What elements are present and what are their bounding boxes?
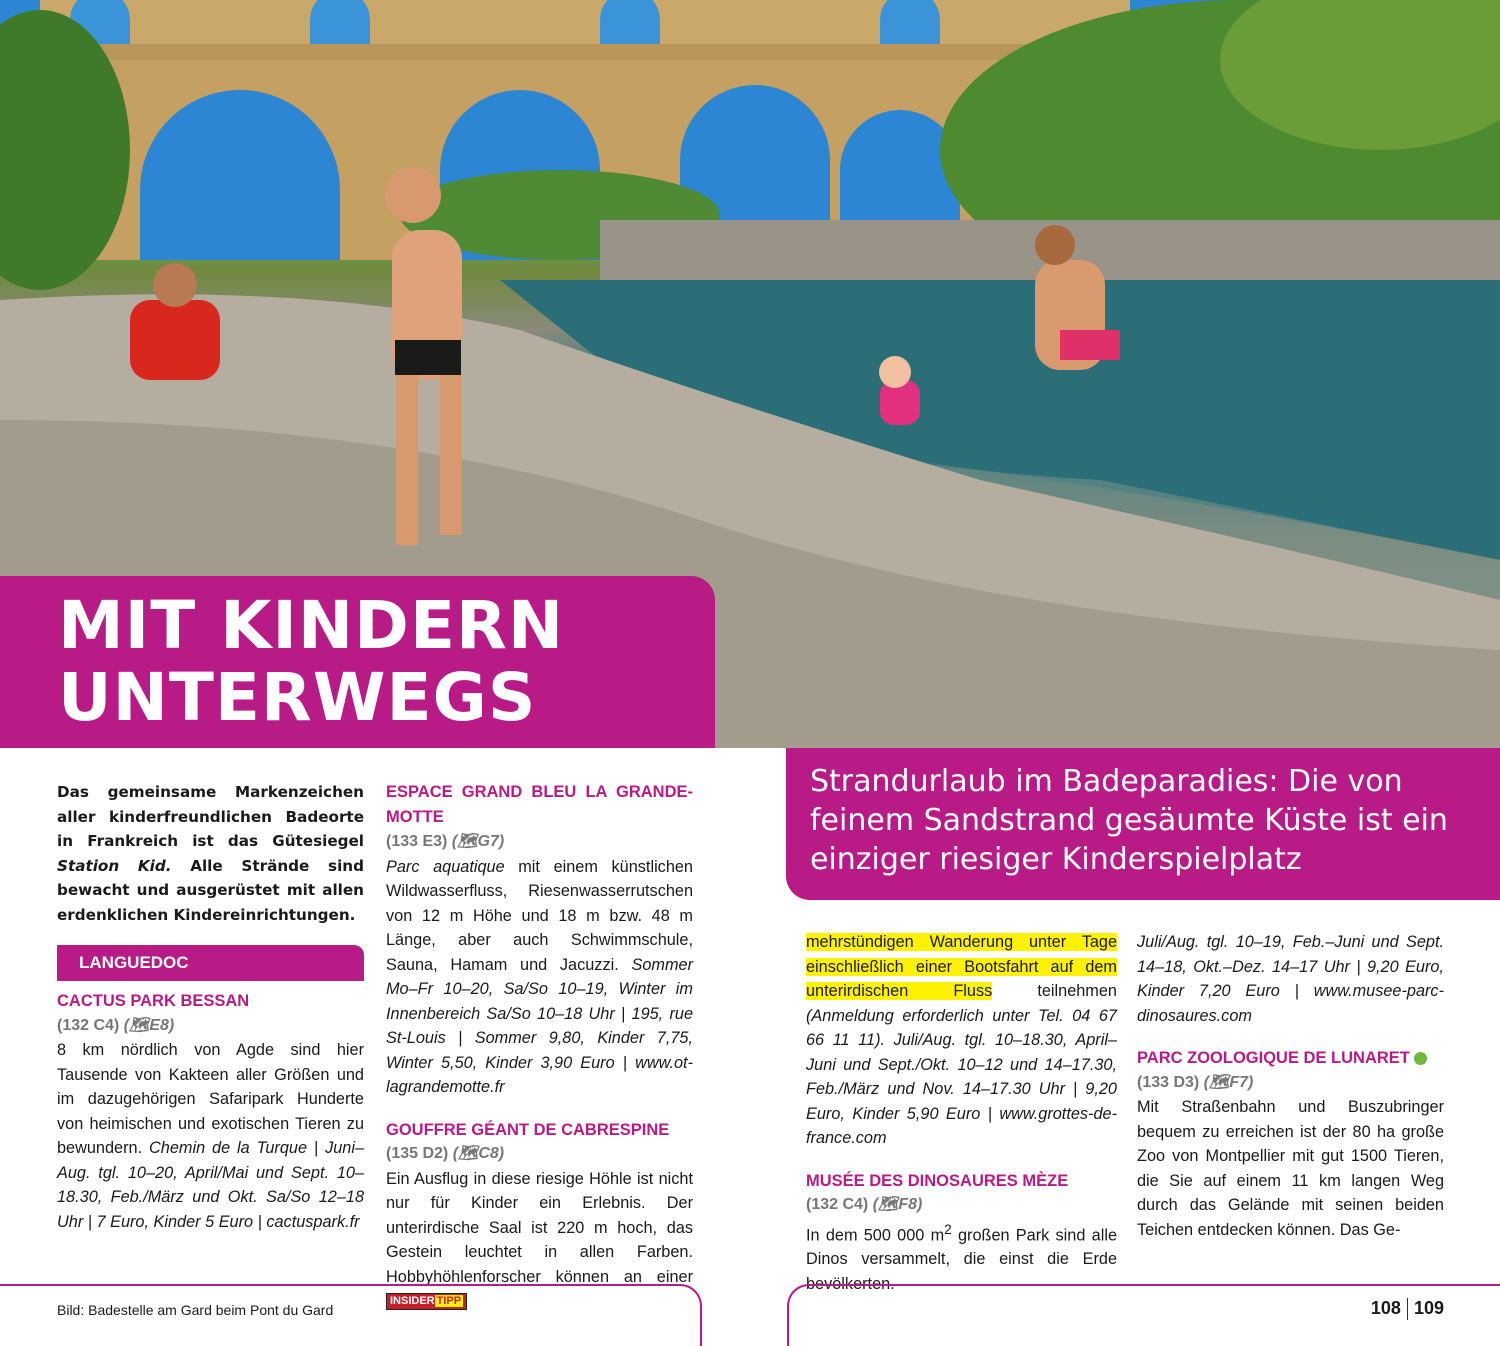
map-icon: (🗺 bbox=[452, 1145, 479, 1162]
map-icon: (🗺 bbox=[451, 833, 478, 850]
info-gouffre: (Anmeldung erforderlich unter Tel. 04 67 66 11 11). Juli/Aug. tgl. 10–18.30, April–Juni und Sept./Okt. 10–12 und 14–17.30, Feb./März und Nov. 14–17.30 Uhr | 9,20 Euro, Kinder 5,90 Euro | www.grottes-de-france.com bbox=[806, 1006, 1117, 1147]
lead-espace: Parc aquatique bbox=[386, 857, 505, 876]
text-dino-sup: 2 bbox=[944, 1221, 952, 1237]
entry-info-dino bbox=[1137, 930, 1444, 1028]
page-number-left: 108 bbox=[1370, 1298, 1401, 1318]
ref-map-espace: G7 bbox=[477, 833, 499, 850]
ref-map-cactus: E8 bbox=[149, 1016, 169, 1034]
map-icon: (🗺 bbox=[123, 1016, 150, 1034]
intro-station-kid: Station Kid. bbox=[57, 856, 172, 875]
entry-text-espace: (133 E3) (🗺G7) Parc aquatique mit einem künstlichen Wildwasserfluss, Riesenwasserrutschen von 12 m Höhe und 18 m bzw. 48 m Länge, aber auch Schwimmschule, Sauna, Hamam und Jacuzzi. Sommer Mo–Fr 10–20, Sa/So 10–19, Winter im Innenbereich Sa/So 10–18 Uhr | 195, rue St-Louis | Sommer 9,80, Kinder 7,75, Winter 5,50, Kinder 3,90 Euro | www.ot-lagrandemotte.fr bbox=[386, 833, 693, 1096]
page-title bbox=[58, 587, 565, 736]
entry-ref-dino: (132 C4) (🗺F8) bbox=[806, 1196, 923, 1213]
tipp-label: TIPP bbox=[436, 1295, 462, 1308]
column-4 bbox=[1137, 930, 1444, 1242]
ref-page-espace: (133 E3) bbox=[386, 833, 448, 850]
entry-title-cactus: CACTUS PARK BESSAN bbox=[57, 992, 250, 1010]
entry-text-cactus bbox=[57, 1038, 364, 1234]
insider-label: INSIDER bbox=[390, 1295, 435, 1308]
map-icon: (🗺 bbox=[872, 1196, 899, 1213]
entry-ref-cactus: (132 C4) (🗺E8) bbox=[57, 1016, 175, 1034]
map-icon: (🗺 bbox=[1203, 1073, 1230, 1091]
column-2 bbox=[386, 780, 693, 1314]
subtitle-box bbox=[786, 748, 1500, 900]
ref-page-cactus: (132 C4) bbox=[57, 1016, 120, 1034]
text2-gouffre: teilnehmen bbox=[992, 982, 1117, 1000]
entry-title-zoo bbox=[1137, 1046, 1444, 1071]
intro-part-1: Das gemeinsame Markenzeichen aller kinderfreundlichen Badeorte in Frankreich ist das Gütesiegel bbox=[57, 783, 364, 850]
page-number-divider bbox=[1407, 1298, 1408, 1320]
text-dino-b: großen Park sind alle Dinos versammelt, die einst die Erde bevölkerten. bbox=[806, 1225, 1117, 1293]
info-dino: Juli/Aug. tgl. 10–19, Feb.–Juni und Sept. 14–18, Okt.–Dez. 14–17 Uhr | 9,20 Euro, Kinder 7,20 Euro | www.musee-parc-dinosaures.com bbox=[1137, 933, 1444, 1025]
text-gouffre: Ein Ausflug in diese riesige Höhle ist nicht nur für Kinder ein Erlebnis. Der unterirdische Saal ist 220 m hoch, das Gestein leuchtet in allen Farben. Hobbyhöhlenforscher können an einer bbox=[386, 1169, 693, 1286]
ref-map-zoo: F7 bbox=[1229, 1073, 1249, 1091]
title-box bbox=[0, 576, 715, 748]
region-heading: LANGUEDOC bbox=[57, 945, 364, 981]
info-cactus: Chemin de la Turque | Juni–Aug. tgl. 10–20, April/Mai und Sept. 10–18.30, Feb./März und Okt. Sa/So 12–18 Uhr | 7 Euro, Kinder 5 Euro | cactuspark.fr bbox=[57, 1139, 364, 1231]
subtitle: Strandurlaub im Badeparadies: Die von feinem Sandstrand gesäumte Küste ist ein einziger riesiger Kinderspielplatz bbox=[810, 764, 1448, 877]
entry-text-gouffre-cont bbox=[806, 930, 1117, 1151]
title-zoo: PARC ZOOLOGIQUE DE LUNARET bbox=[1137, 1049, 1410, 1067]
insider-highlight: mehrstündigen Wanderung unter Tage einschließlich einer Bootsfahrt auf dem unterirdischen Fluss bbox=[806, 933, 1117, 1000]
title-line-2: UNTERWEGS bbox=[58, 659, 537, 736]
entry-ref-zoo: (133 D3) (🗺F7) bbox=[1137, 1073, 1254, 1091]
intro-text bbox=[57, 780, 364, 927]
text-cactus: 8 km nördlich von Agde sind hier Tausende von Kakteen aller Größen und im dazugehörigen Safaripark Hunderte von heimischen und exotischen Tieren zu bewundern. bbox=[57, 1041, 364, 1157]
title-line-1: MIT KINDERN bbox=[58, 587, 565, 664]
photo-caption: Bild: Badestelle am Gard beim Pont du Gard bbox=[57, 1302, 334, 1318]
entry-title-espace: ESPACE GRAND BLEU LA GRANDE-MOTTE bbox=[386, 783, 693, 826]
info-espace: Sommer Mo–Fr 10–20, Sa/So 10–19, Winter im Innenbereich Sa/So 10–18 Uhr | 195, rue St-Louis | Sommer 9,80, Kinder 7,75, Winter 5,50, Kinder 3,90 Euro | www.ot-lagrandemotte.fr bbox=[386, 955, 693, 1096]
entry-title-dino: MUSÉE DES DINOSAURES MÈZE bbox=[806, 1171, 1069, 1190]
text-dino-a: In dem 500 000 m bbox=[806, 1225, 945, 1244]
ref-page-dino: (132 C4) bbox=[806, 1196, 869, 1213]
page-number-right: 109 bbox=[1413, 1298, 1444, 1318]
entry-title-gouffre: GOUFFRE GÉANT DE CABRESPINE bbox=[386, 1120, 670, 1139]
ref-page-zoo: (133 D3) bbox=[1137, 1073, 1200, 1091]
page-numbers bbox=[1371, 1298, 1444, 1320]
ref-map-gouffre: C8 bbox=[478, 1145, 499, 1162]
green-dot-icon bbox=[1414, 1052, 1427, 1065]
entry-text-zoo: Mit Straßenbahn und Buszubringer bequem zu erreichen ist der 80 ha große Zoo von Montpellier mit gut 1500 Tieren, die Sie auf einem 11 km langen Weg durch das Gelände mit seinen beiden Teichen entdecken können. Das Ge- bbox=[1137, 1098, 1444, 1239]
entry-ref-gouffre: (135 D2) (🗺C8) bbox=[386, 1145, 505, 1162]
column-3 bbox=[806, 930, 1117, 1296]
ref-map-dino: F8 bbox=[898, 1196, 918, 1213]
text-espace: mit einem künstlichen Wildwasserfluss, Riesenwasserrutschen von 12 m Höhe und 18 m bzw. 48 m Länge, aber auch Schwimmschule, Sauna, Hamam und Jacuzzi. bbox=[386, 857, 693, 974]
column-1 bbox=[57, 780, 364, 1234]
intro-part-2: Alle Strände sind bewacht und ausgerüstet mit allen erdenklichen Kindereinrichtungen. bbox=[57, 856, 364, 924]
ref-page-gouffre: (135 D2) bbox=[386, 1145, 449, 1162]
